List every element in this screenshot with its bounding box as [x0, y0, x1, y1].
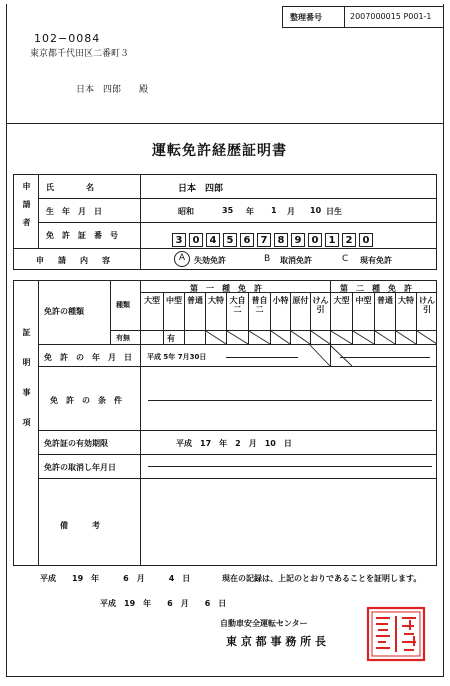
- class1-col-label: 大自二: [229, 296, 246, 314]
- class1-col-label: 大特: [208, 296, 224, 305]
- class1-col-label: 小特: [272, 296, 289, 305]
- reference-label: 整理番号: [290, 13, 322, 22]
- request-label: 申 請 内 容: [36, 256, 113, 265]
- dob-year-unit: 年: [246, 207, 254, 216]
- mailing-address: 東京都千代田区二番町３: [30, 49, 130, 59]
- dob-year: 35: [222, 206, 234, 215]
- validity-value: 平成 17 年 2 月 10 日: [176, 439, 292, 448]
- class1-col-label: けん引: [312, 296, 329, 314]
- class2-header: 第 二 種 免 許: [340, 284, 412, 293]
- request-option-b-mark: B: [264, 254, 271, 264]
- document-title: 運転免許経歴証明書: [152, 143, 287, 159]
- class2-col-label: 中型: [355, 296, 372, 305]
- license-digit: 4: [206, 233, 220, 247]
- postal-code: 102−0084: [34, 32, 101, 45]
- license-digit: 3: [172, 233, 186, 247]
- addressee-name: 日本 四郎 殿: [76, 85, 149, 95]
- license-digit: 0: [308, 233, 322, 247]
- validity-label: 免許証の有効期限: [44, 439, 108, 448]
- class1-col-label: 普通: [187, 296, 203, 305]
- dob-month-unit: 月: [287, 207, 295, 216]
- license-digit: 8: [274, 233, 288, 247]
- license-date-value: 平成 5年 7月30日: [147, 353, 207, 361]
- official-seal: [366, 606, 426, 662]
- license-digit: 6: [240, 233, 254, 247]
- class2-col-label: 大型: [333, 296, 350, 305]
- license-digit: 2: [342, 233, 356, 247]
- class2-col-label: 大特: [398, 296, 414, 305]
- license-digit: 0: [359, 233, 373, 247]
- class2-col-label: けん引: [419, 296, 435, 314]
- class1-col-label: 中型: [166, 296, 182, 305]
- license-date-label: 免 許 の 年 月 日: [44, 353, 132, 362]
- license-digit: 1: [325, 233, 339, 247]
- name-label: 氏 名: [46, 183, 94, 192]
- yesno-label: 有無: [116, 334, 130, 342]
- class2-col-label: 普通: [377, 296, 393, 305]
- kind-label: 種類: [116, 301, 130, 309]
- dob-label: 生 年 月 日: [46, 207, 102, 216]
- applicant-section-label: 申請者: [22, 182, 31, 236]
- dob-day: 10: [310, 206, 322, 215]
- dob-era: 昭和: [178, 207, 194, 216]
- request-option-c-mark: C: [342, 254, 349, 264]
- office-head-title: 東 京 都 事 務 所 長: [226, 635, 326, 648]
- class1-col-label: 普自二: [251, 296, 268, 314]
- issue-date: 平成 19 年 6 月 6 日: [100, 599, 227, 608]
- applicant-name: 日本 四郎: [178, 184, 224, 194]
- license-digit: 7: [257, 233, 271, 247]
- license-type-label: 免許の種類: [44, 307, 84, 316]
- request-option-c-label: 現有免許: [360, 256, 392, 265]
- license-number-label: 免 許 証 番 号: [46, 231, 118, 240]
- certification-date: 平成 19 年 6 月 4 日: [40, 574, 191, 583]
- license-digit: 0: [189, 233, 203, 247]
- issuing-organization: 自動車安全運転センター: [220, 619, 308, 628]
- class1-col-label: 原付: [292, 296, 309, 305]
- cancel-date-label: 免許の取消し年月日: [44, 463, 116, 472]
- license-digit: 9: [291, 233, 305, 247]
- class1-col-label: 大型: [144, 296, 160, 305]
- proof-section-label: 証明事項: [22, 328, 31, 448]
- license-digit: 5: [223, 233, 237, 247]
- remarks-label: 備 考: [60, 521, 100, 530]
- conditions-label: 免 許 の 条 件: [50, 396, 122, 405]
- dob-day-unit: 日生: [326, 207, 342, 216]
- class1-header: 第 一 種 免 許: [190, 284, 262, 293]
- reference-value: 2007000015 P001-1: [350, 12, 432, 21]
- request-option-a-mark: A: [174, 251, 190, 267]
- request-option-a-label: 失効免許: [194, 256, 226, 265]
- certification-text: 現在の記録は、上記のとおりであることを証明します。: [222, 574, 422, 583]
- class1-value-middle: 有: [167, 334, 175, 343]
- dob-month: 1: [271, 206, 277, 215]
- request-option-b-label: 取消免許: [280, 256, 312, 265]
